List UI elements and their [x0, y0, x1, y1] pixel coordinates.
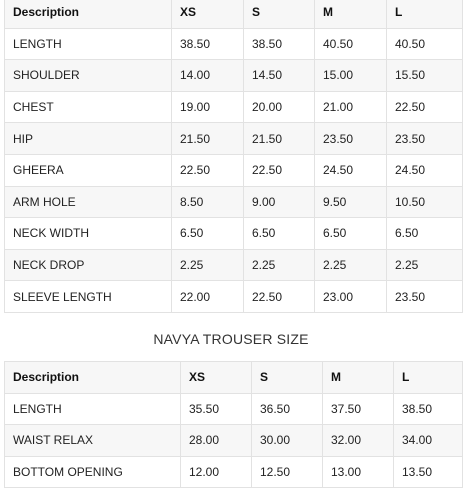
cell-xs: 19.00: [172, 91, 244, 123]
row-label: LENGTH: [5, 28, 172, 60]
row-label: GHEERA: [5, 154, 172, 186]
cell-l: 10.50: [387, 186, 463, 218]
cell-m: 24.50: [315, 154, 387, 186]
row-label: NECK WIDTH: [5, 218, 172, 250]
column-header-s: S: [252, 362, 323, 394]
trouser-size-table: [4, 361, 463, 488]
cell-l: 22.50: [387, 91, 463, 123]
cell-m: 9.50: [315, 186, 387, 218]
table-row: [5, 425, 463, 457]
row-label: ARM HOLE: [5, 186, 172, 218]
table-row: [5, 91, 463, 123]
cell-s: 2.25: [244, 249, 315, 281]
column-header-s: S: [244, 0, 315, 28]
cell-s: 9.00: [244, 186, 315, 218]
cell-l: 24.50: [387, 154, 463, 186]
cell-xs: 38.50: [172, 28, 244, 60]
table-row: [5, 154, 463, 186]
cell-m: 21.00: [315, 91, 387, 123]
cell-l: 38.50: [394, 393, 463, 425]
row-label: NECK DROP: [5, 249, 172, 281]
row-label: LENGTH: [5, 393, 181, 425]
cell-xs: 6.50: [172, 218, 244, 250]
column-header-description: Description: [5, 362, 181, 394]
table-row: [5, 281, 463, 313]
cell-m: 32.00: [323, 425, 394, 457]
cell-xs: 2.25: [172, 249, 244, 281]
table-row: [5, 186, 463, 218]
cell-s: 21.50: [244, 123, 315, 155]
cell-xs: 35.50: [181, 393, 252, 425]
cell-l: 15.50: [387, 60, 463, 92]
cell-m: 40.50: [315, 28, 387, 60]
cell-l: 40.50: [387, 28, 463, 60]
column-header-l: L: [387, 0, 463, 28]
cell-s: 30.00: [252, 425, 323, 457]
cell-xs: 12.00: [181, 456, 252, 488]
row-label: CHEST: [5, 91, 172, 123]
table-row: [5, 249, 463, 281]
cell-l: 23.50: [387, 123, 463, 155]
cell-m: 37.50: [323, 393, 394, 425]
row-label: HIP: [5, 123, 172, 155]
cell-s: 22.50: [244, 281, 315, 313]
column-header-xs: XS: [181, 362, 252, 394]
cell-l: 2.25: [387, 249, 463, 281]
row-label: SHOULDER: [5, 60, 172, 92]
column-header-m: M: [315, 0, 387, 28]
cell-m: 6.50: [315, 218, 387, 250]
cell-m: 23.00: [315, 281, 387, 313]
cell-s: 20.00: [244, 91, 315, 123]
column-header-xs: XS: [172, 0, 244, 28]
kurta-size-table-body: [5, 0, 463, 312]
kurta-size-table: [4, 0, 463, 313]
cell-s: 6.50: [244, 218, 315, 250]
cell-xs: 8.50: [172, 186, 244, 218]
cell-l: 23.50: [387, 281, 463, 313]
table-row: [5, 123, 463, 155]
column-header-l: L: [394, 362, 463, 394]
table-row: [5, 60, 463, 92]
table-header-row: [5, 0, 463, 28]
table-header-row: [5, 362, 463, 394]
cell-m: 23.50: [315, 123, 387, 155]
column-header-m: M: [323, 362, 394, 394]
table-row: [5, 218, 463, 250]
cell-xs: 22.50: [172, 154, 244, 186]
cell-m: 15.00: [315, 60, 387, 92]
row-label: SLEEVE LENGTH: [5, 281, 172, 313]
cell-s: 36.50: [252, 393, 323, 425]
cell-s: 22.50: [244, 154, 315, 186]
trouser-size-heading: NAVYA TROUSER SIZE: [153, 331, 309, 347]
cell-s: 12.50: [252, 456, 323, 488]
table-row: [5, 456, 463, 488]
trouser-size-table-body: [5, 362, 463, 488]
column-header-description: Description: [5, 0, 172, 28]
table-row: [5, 28, 463, 60]
cell-m: 2.25: [315, 249, 387, 281]
cell-xs: 22.00: [172, 281, 244, 313]
row-label: BOTTOM OPENING: [5, 456, 181, 488]
cell-xs: 14.00: [172, 60, 244, 92]
cell-s: 14.50: [244, 60, 315, 92]
cell-xs: 21.50: [172, 123, 244, 155]
cell-s: 38.50: [244, 28, 315, 60]
cell-m: 13.00: [323, 456, 394, 488]
cell-xs: 28.00: [181, 425, 252, 457]
cell-l: 13.50: [394, 456, 463, 488]
table-row: [5, 393, 463, 425]
cell-l: 6.50: [387, 218, 463, 250]
cell-l: 34.00: [394, 425, 463, 457]
row-label: WAIST RELAX: [5, 425, 181, 457]
